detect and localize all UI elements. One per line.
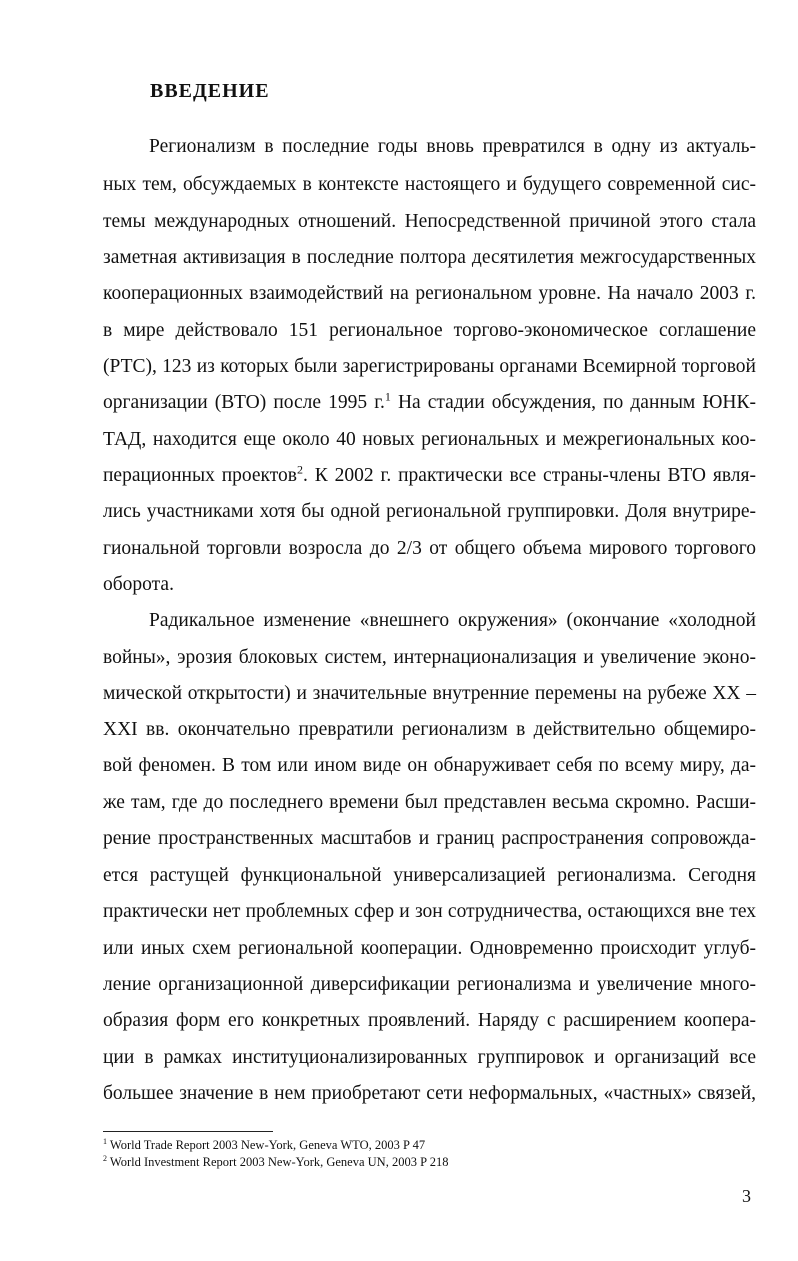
paragraph-1-line: ных тем, обсуждаемых в контексте настоящего и будущего современной сис- xyxy=(103,174,756,195)
line-text: . К 2002 г. практически все страны-члены ВТО явля- xyxy=(303,465,757,486)
paragraph-1-line: лись участниками хотя бы одной региональной группировки. Доля внутрире- xyxy=(103,501,756,522)
paragraph-1-line: оборота. xyxy=(103,574,174,595)
paragraph-2-line: Радикальное изменение «внешнего окружения» (окончание «холодной xyxy=(149,610,756,631)
line-text: перационных проектов xyxy=(103,465,297,486)
paragraph-2-line: войны», эрозия блоковых систем, интернационализация и увеличение эконо- xyxy=(103,647,756,668)
paragraph-1-line: ТАД, находится еще около 40 новых региональных и межрегиональных коо- xyxy=(103,429,756,450)
footnote-divider xyxy=(103,1131,273,1132)
paragraph-1-line: заметная активизация в последние полтора десятилетия межгосударственных xyxy=(103,247,756,268)
paragraph-2-line: практически нет проблемных сфер и зон сотрудничества, остающихся вне тех xyxy=(103,901,756,922)
line-text: На стадии обсуждения, по данным ЮНК- xyxy=(390,392,756,413)
paragraph-2-line: образия форм его конкретных проявлений. Наряду с расширением коопера- xyxy=(103,1010,756,1031)
paragraph-1-line: (РТС), 123 из которых были зарегистрированы органами Всемирной торговой xyxy=(103,356,756,377)
paragraph-1-line: темы международных отношений. Непосредственной причиной этого стала xyxy=(103,211,756,232)
paragraph-2-line: рение пространственных масштабов и границ распространения сопровожда- xyxy=(103,828,756,849)
footnote-mark: 2 xyxy=(103,1153,107,1163)
footnote-ref-2: 2 xyxy=(297,462,303,477)
paragraph-1-line xyxy=(103,464,756,488)
paragraph-2-line: вой феномен. В том или ином виде он обнаруживает себя по всему миру, да- xyxy=(103,755,756,776)
paragraph-1-line: гиональной торговли возросла до 2/3 от общего объема мирового торгового xyxy=(103,538,756,559)
page-number: 3 xyxy=(742,1186,751,1206)
paragraph-2-line: ление организационной диверсификации регионализма и увеличение много- xyxy=(103,974,756,995)
footnote-ref-1: 1 xyxy=(384,389,391,404)
paragraph-1-line xyxy=(103,391,756,415)
paragraph-1-line: кооперационных взаимодействий на региональном уровне. На начало 2003 г. xyxy=(103,283,756,304)
paragraph-2-line: ции в рамках институционализированных группировок и организаций все xyxy=(103,1047,756,1068)
footnote-mark: 1 xyxy=(103,1136,107,1146)
paragraph-2-line: мической открытости) и значительные внутренние перемены на рубеже XX – xyxy=(103,683,756,704)
line-text: организации (ВТО) после 1995 г. xyxy=(103,392,385,413)
section-heading: ВВЕДЕНИЕ xyxy=(150,80,270,102)
footnote-1 xyxy=(103,1137,425,1153)
paragraph-2-line: XXI вв. окончательно превратили регионализм в действительно общемиро- xyxy=(103,719,756,740)
paragraph-1-line: Регионализм в последние годы вновь превратился в одну из актуаль- xyxy=(149,136,756,157)
paragraph-2-line: же там, где до последнего времени был представлен весьма скромно. Расши- xyxy=(103,792,756,813)
paragraph-2-line: ется растущей функциональной универсализацией регионализма. Сегодня xyxy=(103,865,756,886)
footnote-text: World Investment Report 2003 New-York, Geneva UN, 2003 P 218 xyxy=(109,1155,449,1169)
footnote-text: World Trade Report 2003 New-York, Geneva WTO, 2003 P 47 xyxy=(109,1138,426,1152)
footnote-2 xyxy=(103,1154,448,1170)
paragraph-2-line: большее значение в нем приобретают сети неформальных, «частных» связей, xyxy=(103,1083,756,1104)
paragraph-2-line: или иных схем региональной кооперации. Одновременно происходит углуб- xyxy=(103,938,756,959)
paragraph-1-line: в мире действовало 151 региональное торгово-экономическое соглашение xyxy=(103,320,756,341)
